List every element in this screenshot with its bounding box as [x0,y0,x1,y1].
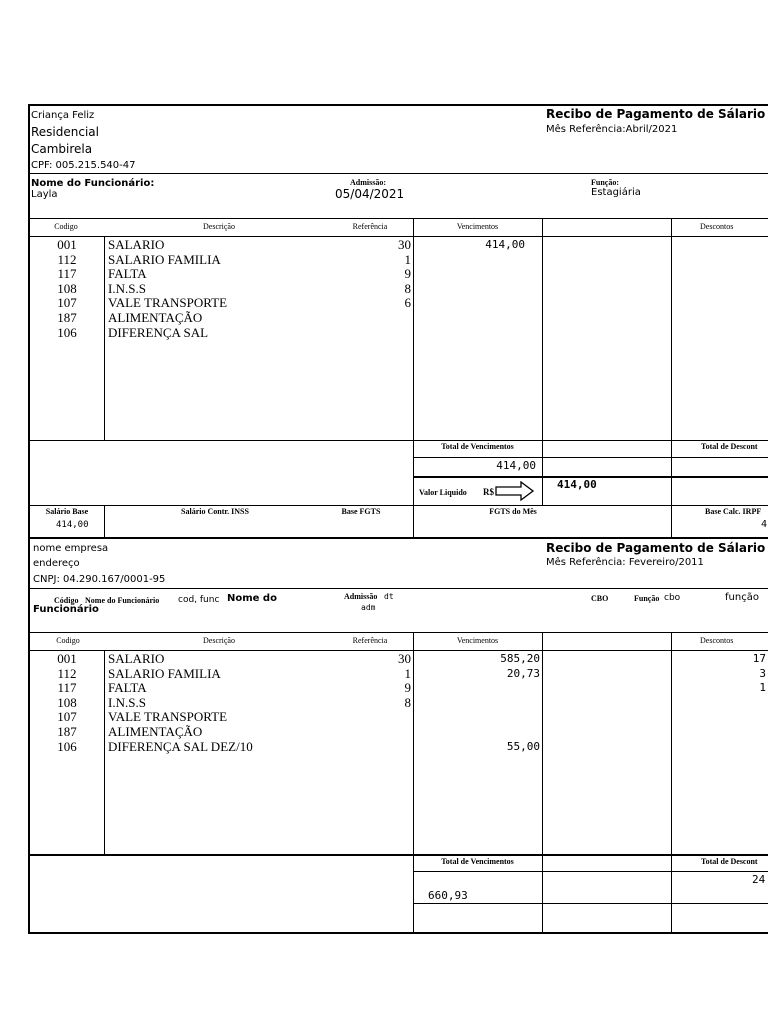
col-deductions-header: Descontos [700,222,734,231]
net-value-label: Valor Liquido [419,488,467,497]
table-row-reference: 8 [404,280,411,296]
company-line-3: Cambirela [31,142,93,156]
table-row-reference: 1 [404,665,411,681]
table-row-code: 117 [57,680,77,696]
employee-label: Nome do Funcionário: [31,178,155,189]
company-cpf: CPF: 005.215.540-47 [31,160,136,171]
table-row-reference: 6 [404,295,411,311]
table-row-earning: 20,73 [506,666,540,680]
table-row-code: 117 [57,266,77,282]
admission-value-2-cont: adm [361,603,376,612]
admission-value-2: dt [384,592,394,601]
company-name-2: nome empresa [33,543,109,554]
company-name: Criança Feliz [31,110,95,121]
col-deductions-header-2: Descontos [700,636,734,645]
table-row-earning [440,696,540,711]
earnings-column [440,238,525,253]
total-deductions-label-2: Total de Descont [701,857,758,866]
table-row-earning: 585,20 [500,652,540,665]
table-row-code: 107 [57,295,77,311]
irpf-base-value: 4 [761,519,768,530]
table-row-description: VALE TRANSPORTE [108,295,228,311]
reference-month-2: Mês Referência: Fevereiro/2011 [546,557,704,568]
col-earnings-header: Vencimentos [456,222,499,231]
company-line-2: Residencial [31,125,99,139]
admission-label: Admissão: [350,178,387,187]
table-row-description: SALARIO FAMILIA [108,665,221,681]
code-column-2 [30,652,104,754]
table-row-description: SALARIO FAMILIA [108,251,221,267]
table-row-code: 107 [57,709,77,725]
arrow-right-icon [495,481,535,501]
table-row-code: 108 [57,694,77,710]
function-label: Função: [591,178,619,187]
table-row-code: 112 [57,251,77,267]
admission-date: 05/04/2021 [335,187,405,201]
table-row-description: VALE TRANSPORTE [108,709,228,725]
description-column-2 [108,652,253,754]
net-value: 414,00 [557,478,597,491]
function-value: Estagiária [591,187,641,198]
employee-name: Layla [31,189,58,200]
total-earnings-label-2: Total de Vencimentos [441,857,514,866]
table-row-reference: 1 [404,251,411,267]
table-row-description: DIFERENÇA SAL DEZ/10 [108,738,253,754]
total-earnings-value: 414,00 [496,459,536,472]
inss-base-label: Salário Contr. INSS [181,507,249,516]
table-row-reference: 9 [404,680,411,696]
table-row-code: 187 [57,723,77,739]
currency-symbol: R$ [483,487,494,497]
table-row-code: 108 [57,280,77,296]
total-deductions-label: Total de Descont [701,442,758,451]
table-row-description: ALIMENTAÇÃO [108,309,203,325]
base-salary-value: 414,00 [56,520,89,530]
col-reference-header: Referência [352,222,388,231]
table-row-earning [440,725,540,740]
table-row-earning: 414,00 [485,238,525,251]
col-description-header-2: Descrição [203,636,235,645]
table-row-earning [440,681,540,696]
function-label-2: Função [634,594,660,603]
table-row-description: SALARIO [108,651,165,666]
table-row-description: I.N.S.S [108,694,146,710]
admission-label-2: Admissão [344,592,378,601]
col-earnings-header-2: Vencimentos [456,636,499,645]
receipt-title: Recibo de Pagamento de Sálario [546,107,766,121]
table-row-description: FALTA [108,680,147,696]
receipt-title-2: Recibo de Pagamento de Sálario [546,541,766,555]
table-row-description: SALARIO [108,237,165,252]
cbo-label-2: CBO [591,594,609,603]
code-label-2: Código [54,596,79,605]
code-column [30,238,104,340]
employee-name-2: Nome do [227,593,277,604]
col-code-header: Codigo [54,222,78,231]
col-description-header: Descrição [203,222,235,231]
earnings-column-2 [440,652,540,754]
table-row-description: DIFERENÇA SAL [108,324,209,340]
table-row-earning: 55,00 [506,739,540,753]
irpf-base-label: Base Calc. IRPF [705,507,762,516]
employee-label-2: Nome do Funcionário [85,596,160,605]
table-row-code: 001 [57,651,77,666]
table-row-reference: 30 [398,237,411,252]
fgts-month-label: FGTS do Mês [489,507,537,516]
col-reference-header-2: Referência [352,636,388,645]
table-row-description: ALIMENTAÇÃO [108,723,203,739]
table-row-reference: 8 [404,694,411,710]
code-value-2: cod, func [178,595,220,605]
reference-column [360,238,411,311]
table-row-code: 106 [57,324,77,340]
table-row-description: I.N.S.S [108,280,146,296]
table-row-code: 106 [57,738,77,754]
employee-name-2-cont: Funcionário [33,604,99,615]
table-row-code: 187 [57,309,77,325]
table-row-deduction: 1 [759,681,766,695]
table-row-deduction: 17 [752,652,766,665]
company-cnpj-2: CNPJ: 04.290.167/0001-95 [33,574,166,585]
total-earnings-label: Total de Vencimentos [441,442,514,451]
table-row-code: 112 [57,665,77,681]
col-code-header-2: Codigo [56,636,80,645]
total-deductions-value-2: 24 [752,873,766,886]
table-row-code: 001 [57,237,77,252]
table-row-description: FALTA [108,266,147,282]
base-salary-label: Salário Base [45,507,89,516]
reference-month: Mês Referência:Abril/2021 [546,124,678,135]
company-address-2: endereço [33,558,80,569]
table-row-earning [440,710,540,725]
cbo-value-2: cbo [664,593,681,603]
function-value-2: função [725,592,759,603]
fgts-base-label: Base FGTS [341,507,381,516]
total-earnings-value-2: 660,93 [428,889,468,902]
deductions-column-2 [720,652,766,696]
table-row-reference: 30 [398,651,411,666]
description-column [108,238,227,340]
table-row-reference: 9 [404,266,411,282]
reference-column-2 [360,652,411,710]
table-row-deduction: 3 [759,666,766,680]
